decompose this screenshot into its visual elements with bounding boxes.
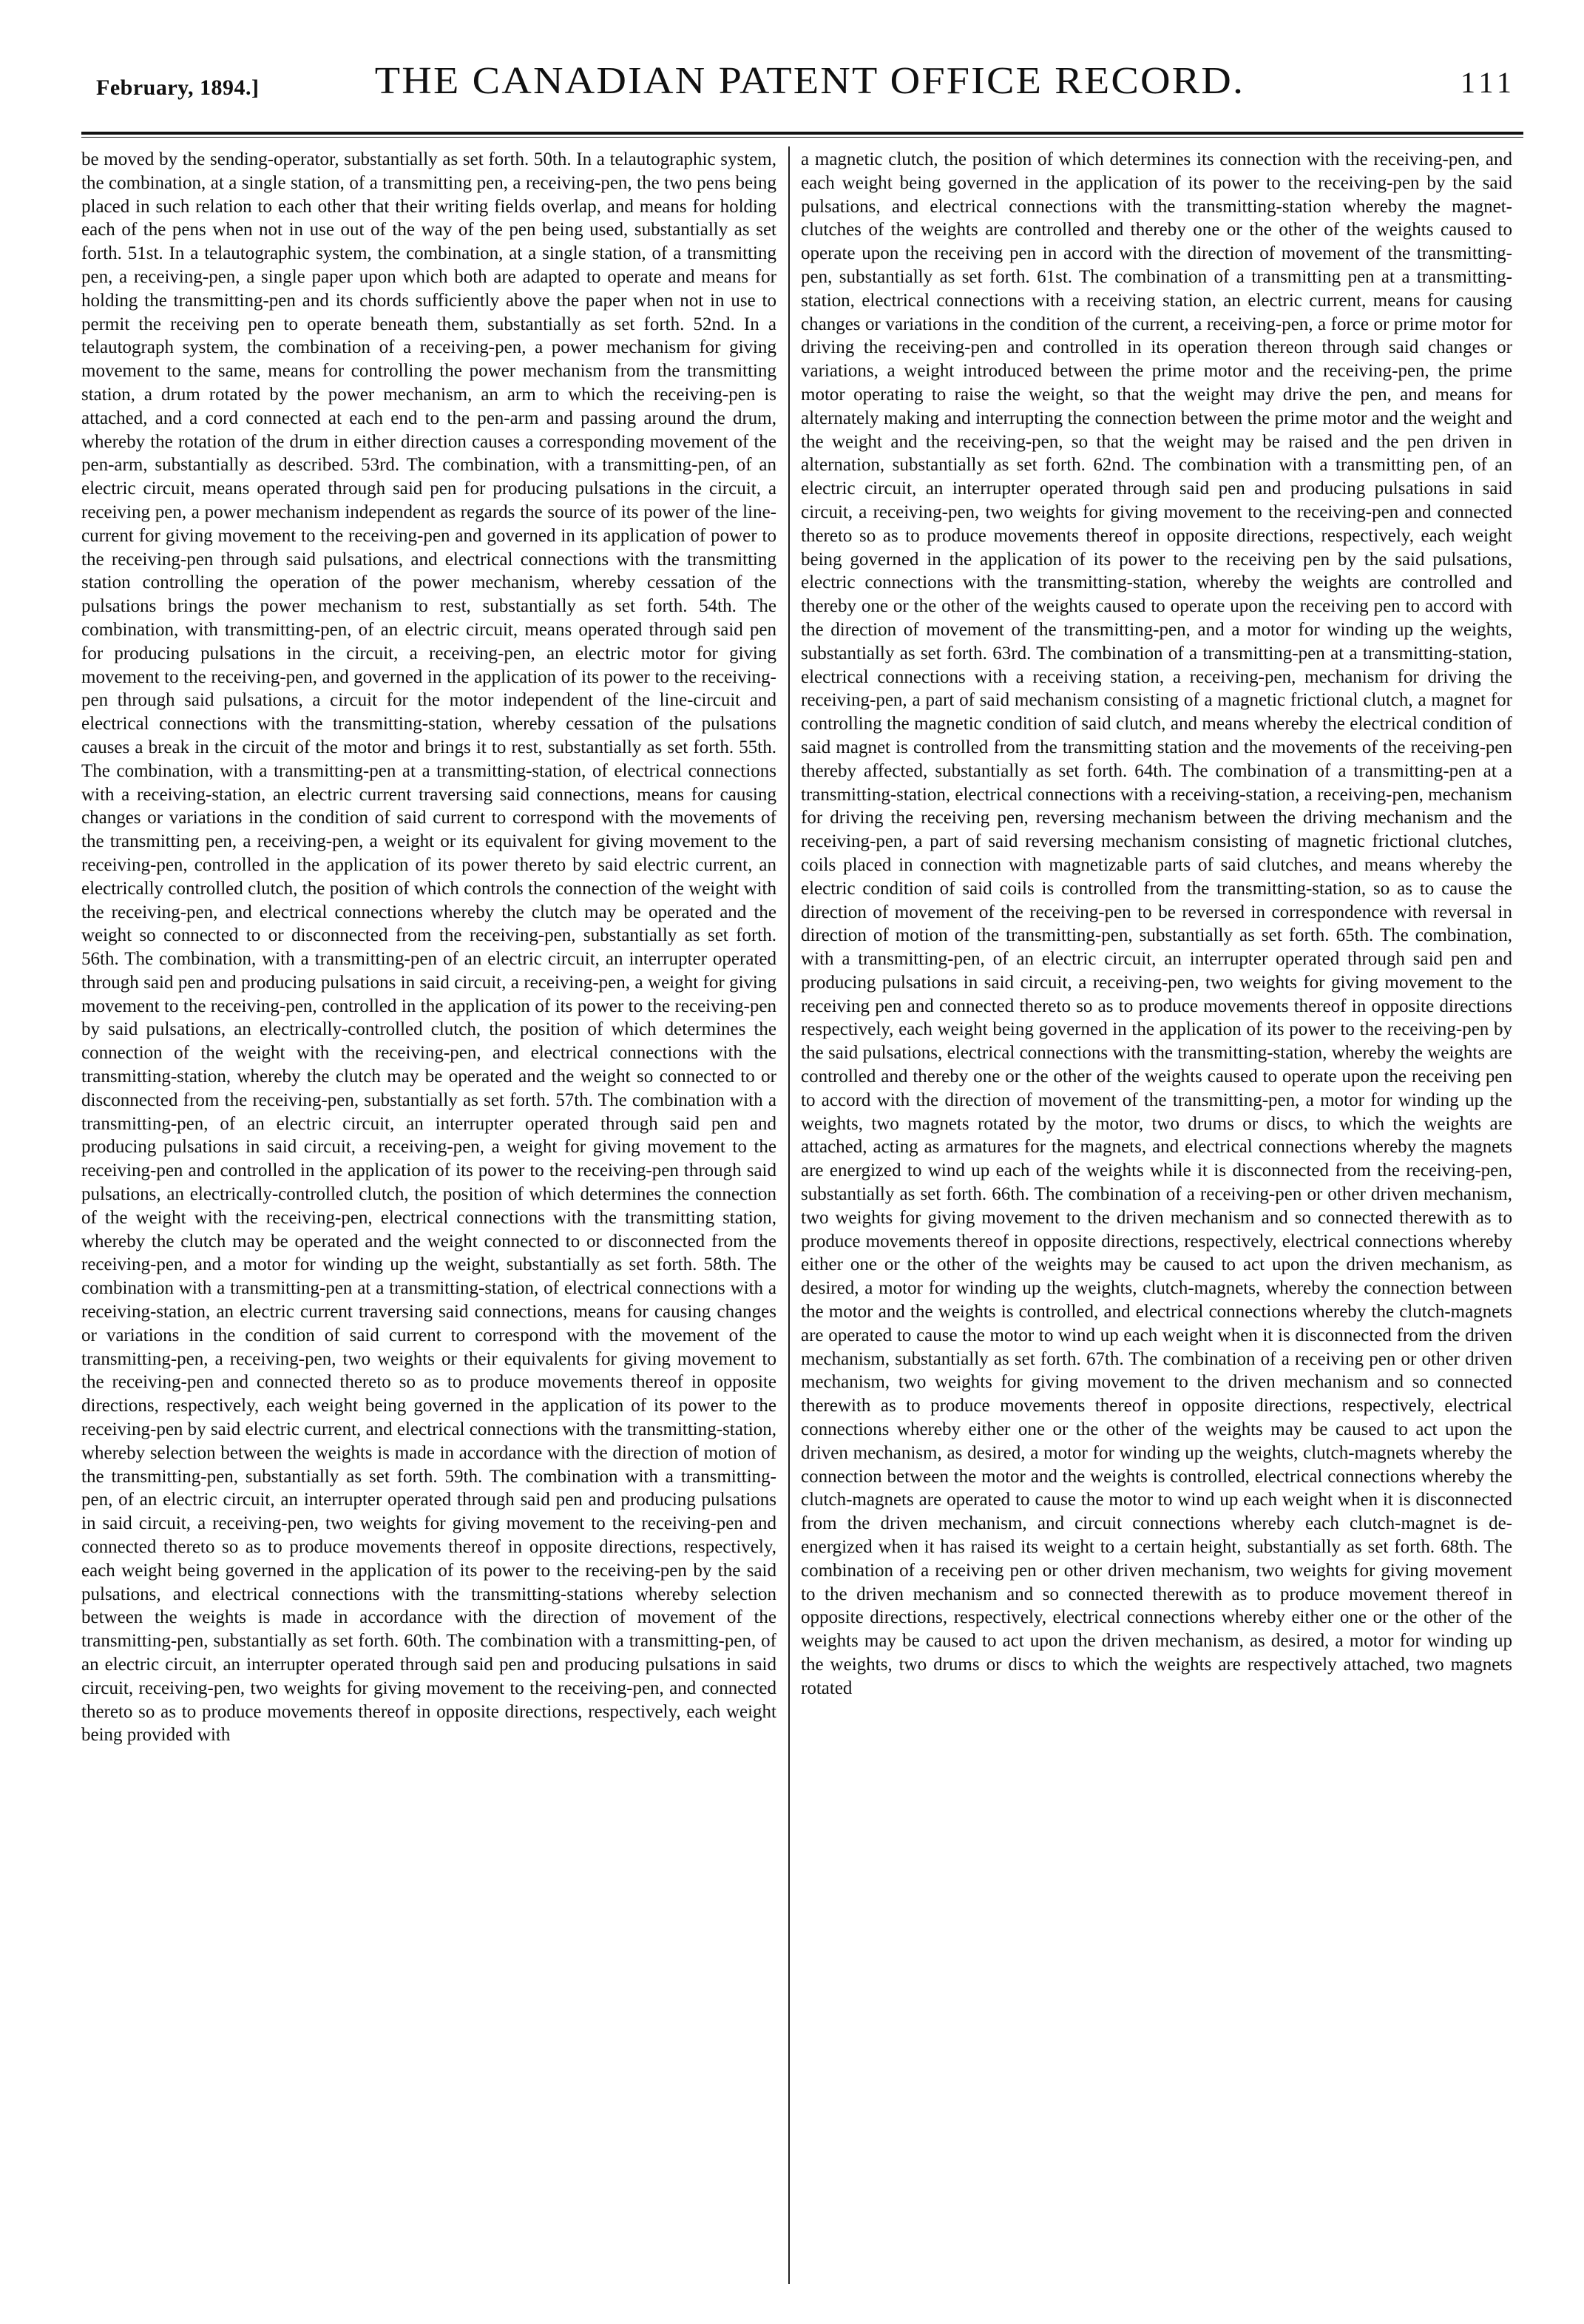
- left-column-text: be moved by the sending-operator, substantially as set forth. 50th. In a telautographic system, the combination, at a single station, of a transmitting pen, a receiving-pen, the two pens being placed in such relation to each other that their writing fields overlap, and means for holding each of the pens when not in use out of the way of the pen being used, substantially as set forth. 51st. In a telautographic system, the combination, at a single station, of a transmitting pen, a receiving-pen, a single paper upon which both are adapted to operate and means for holding the transmitting-pen and its chords sufficiently above the paper when not in use to permit the receiving pen to operate beneath them, substantially as set forth. 52nd. In a telautograph system, the combination of a receiving-pen, a power mechanism for giving movement to the same, means for controlling the power mechanism from the transmitting station, a drum rotated by the power mechanism, an arm to which the receiving-pen is attached, and a cord connected at each end to the pen-arm and passing around the drum, whereby the rotation of the drum in either direction causes a corresponding movement of the pen-arm, substantially as described. 53rd. The combination, with a transmitting-pen, of an electric circuit, means operated through said pen for producing pulsations in the circuit, a receiving pen, a power mechanism independent as regards the source of its power of the line-current for giving movement to the receiving-pen and governed in its application of power to the receiving-pen through said pulsations, and electrical connections with the transmitting station controlling the operation of the power mechanism, whereby cessation of the pulsations brings the power mechanism to rest, substantially as set forth. 54th. The combination, with transmitting-pen, of an electric circuit, means operated through said pen for producing pulsations in the circuit, a receiving-pen, an electric motor for giving movement to the receiving-pen, and governed in the application of its power to the receiving-pen through said pulsations, a circuit for the motor independent of the line-circuit and electrical connections with the transmitting-station, whereby cessation of the pulsations causes a break in the circuit of the motor and brings it to rest, substantially as set forth. 55th. The combination, with a transmitting-pen at a transmitting-station, of electrical connections with a receiving-station, an electric current traversing said connections, means for causing changes or variations in the condition of said current to correspond with the movements of the transmitting pen, a receiving-pen, a weight or its equivalent for giving movement to the receiving-pen, controlled in the application of its power thereto by said electric current, an electrically controlled clutch, the position of which controls the connection of the weight with the receiving-pen, and electrical connections whereby the clutch may be operated and the weight so connected to or disconnected from the receiving-pen, substantially as set forth. 56th. The combination, with a transmitting-pen of an electric circuit, an interrupter operated through said pen and producing pulsations in said circuit, a receiving-pen, a weight for giving movement to the receiving-pen, controlled in the application of its power to the receiving-pen by said pulsations, an electrically-controlled clutch, the position of which determines the connection of the weight with the receiving-pen, and electrical connections with the transmitting-station, whereby the clutch may be operated and the weight so connected to or disconnected from the receiving-pen, substantially as set forth. 57th. The combination with a transmitting-pen, of an electric circuit, an interrupter operated through said pen and producing pulsations in said circuit, a receiving-pen, a weight for giving movement to the receiving-pen and controlled in the application of its power to the receiving-pen through said pulsations, an electrically-controlled clutch, the position of which determines the connection of the weight with the receiving-pen, electrical connections with the transmitting station, whereby the clutch may be operated and the weight connected to or disconnected from the receiving-pen, and a motor for winding up the weight, substantially as set forth. 58th. The combination with a transmitting-pen at a transmitting-station, of electrical connections with a receiving-station, an electric current traversing said connections, means for causing changes or variations in the condition of said current to correspond with the movement of the transmitting-pen, a receiving-pen, two weights or their equivalents for giving movement to the receiving-pen and connected thereto so as to produce movements thereof in opposite directions, respectively, each weight being governed in the application of its power to the receiving-pen by said electric current, and electrical connections with the transmitting-station, whereby selection between the weights is made in accordance with the direction of motion of the transmitting-pen, substantially as set forth. 59th. The combination with a transmitting-pen, of an electric circuit, an interrupter operated through said pen and producing pulsations in said circuit, a receiving-pen, two weights for giving movement to the receiving-pen and connected thereto so as to produce movements thereof in opposite directions, respectively, each weight being governed in the application of its power to the receiving-pen by the said pulsations, and electrical connections with the transmitting-stations whereby selection between the weights is made in accordance with the direction of movement of the transmitting-pen, substantially as set forth. 60th. The combination with a transmitting-pen, of an electric circuit, an interrupter operated through said pen and producing pulsations in said circuit, receiving-pen, two weights for giving movement to the receiving-pen, and connected thereto so as to produce movements thereof in opposite directions, respectively, each weight being provided with: [81, 149, 776, 1746]
- journal-title: THE CANADIAN PATENT OFFICE RECORD.: [374, 60, 1245, 102]
- right-column: [801, 148, 1512, 2286]
- header-rule: [81, 132, 1523, 138]
- page-header: [96, 59, 1523, 126]
- page-number: 111: [1460, 66, 1516, 99]
- column-divider: [788, 146, 790, 2284]
- right-column-text: a magnetic clutch, the position of which determines its connection with the receiving-pen, and each weight being governed in the application of its power to the receiving-pen by the said pulsations, and electrical connections with the transmitting-station whereby the magnet-clutches of the weights are controlled and thereby one or the other of the weights caused to operate upon the receiving pen in accord with the direction of movement of the transmitting-pen, substantially as set forth. 61st. The combination of a transmitting pen at a transmitting-station, electrical connections with a receiving station, an electric current, means for causing changes or variations in the condition of the current, a receiving-pen, a force or prime motor for driving the receiving-pen and controlled in its operation thereon through said changes or variations, a weight introduced between the prime motor and the receiving-pen, the prime motor operating to raise the weight, so that the weight may drive the pen, and means for alternately making and interrupting the connection between the prime motor and the weight and the weight and the receiving-pen, so that the weight may be raised and the pen driven in alternation, substantially as set forth. 62nd. The combination with a transmitting pen, of an electric circuit, an interrupter operated through said pen and producing pulsations in said circuit, a receiving-pen, two weights for giving movement to the receiving-pen and connected thereto so as to produce movements thereof in opposite directions, respectively, each weight being governed in the application of its power to the receiving pen by the said pulsations, electric connections with the transmitting-station, whereby the weights are controlled and thereby one or the other of the weights caused to operate upon the receiving pen to accord with the direction of movement of the transmitting-pen, and a motor for winding up the weights, substantially as set forth. 63rd. The combination of a transmitting-pen at a transmitting-station, electrical connections with a receiving station, a receiving-pen, mechanism for driving the receiving-pen, a part of said mechanism consisting of a magnetic frictional clutch, a magnet for controlling the magnetic condition of said clutch, and means whereby the electrical condition of said magnet is controlled from the transmitting station and the movements of the receiving-pen thereby affected, substantially as set forth. 64th. The combination of a transmitting-pen at a transmitting-station, electrical connections with a receiving-station, a receiving-pen, mechanism for driving the receiving pen, reversing mechanism between the driving mechanism and the receiving-pen, a part of said reversing mechanism consisting of magnetic frictional clutches, coils placed in connection with magnetizable parts of said clutches, and means whereby the electric condition of said coils is controlled from the transmitting-station, so as to cause the direction of movement of the receiving-pen to be reversed in correspondence with reversal in direction of motion of the transmitting-pen, substantially as set forth. 65th. The combination, with a transmitting-pen, of an electric circuit, an interrupter operated through said pen and producing pulsations in said circuit, a receiving-pen, two weights for giving movement to the receiving pen and connected thereto so as to produce movements thereof in opposite directions respectively, each weight being governed in the application of its power to the receiving-pen by the said pulsations, electrical connections with the transmitting-station, whereby the weights are controlled and thereby one or the other of the weights caused to operate upon the receiving pen to accord with the direction of movement of the transmitting-pen, a motor for winding up the weights, two magnets rotated by the motor, two drums or discs, to which the weights are attached, acting as armatures for the magnets, and electrical connections whereby the magnets are energized to wind up each of the weights while it is disconnected from the receiving-pen, substantially as set forth. 66th. The combination of a receiving-pen or other driven mechanism, two weights for giving movement to the driven mechanism and so connected therewith as to produce movements thereof in opposite directions, respectively, electrical connections whereby either one or the other of the weights may be caused to act upon the driven mechanism, as desired, a motor for winding up the weights, clutch-magnets, whereby the connection between the motor and the weights is controlled, and electrical connections whereby the clutch-magnets are operated to cause the motor to wind up each weight when it is disconnected from the driven mechanism, substantially as set forth. 67th. The combination of a receiving pen or other driven mechanism, two weights for giving movement to the driven mechanism and so connected therewith as to produce movements thereof in opposite directions, respectively, electrical connections whereby either one or the other of the weights may be caused to act upon the driven mechanism, as desired, a motor for winding up the weights, clutch-magnets whereby the connection between the motor and the weights is controlled, electrical connections whereby the clutch-magnets are operated to cause the motor to wind up each weight when it is disconnected from the driven mechanism, and circuit connections whereby each clutch-magnet is de-energized when it has raised its weight to a certain height, substantially as set forth. 68th. The combination of a receiving pen or other driven mechanism, two weights for giving movement to the driven mechanism and so connected therewith as to produce movement thereof in opposite directions, respectively, electrical connections whereby either one or the other of the weights may be caused to act upon the driven mechanism, as desired, a motor for winding up the weights, two drums or discs to which the weights are respectively attached, two magnets rotated: [801, 149, 1512, 1698]
- left-column: [81, 148, 776, 2286]
- header-date: February, 1894.]: [96, 75, 260, 100]
